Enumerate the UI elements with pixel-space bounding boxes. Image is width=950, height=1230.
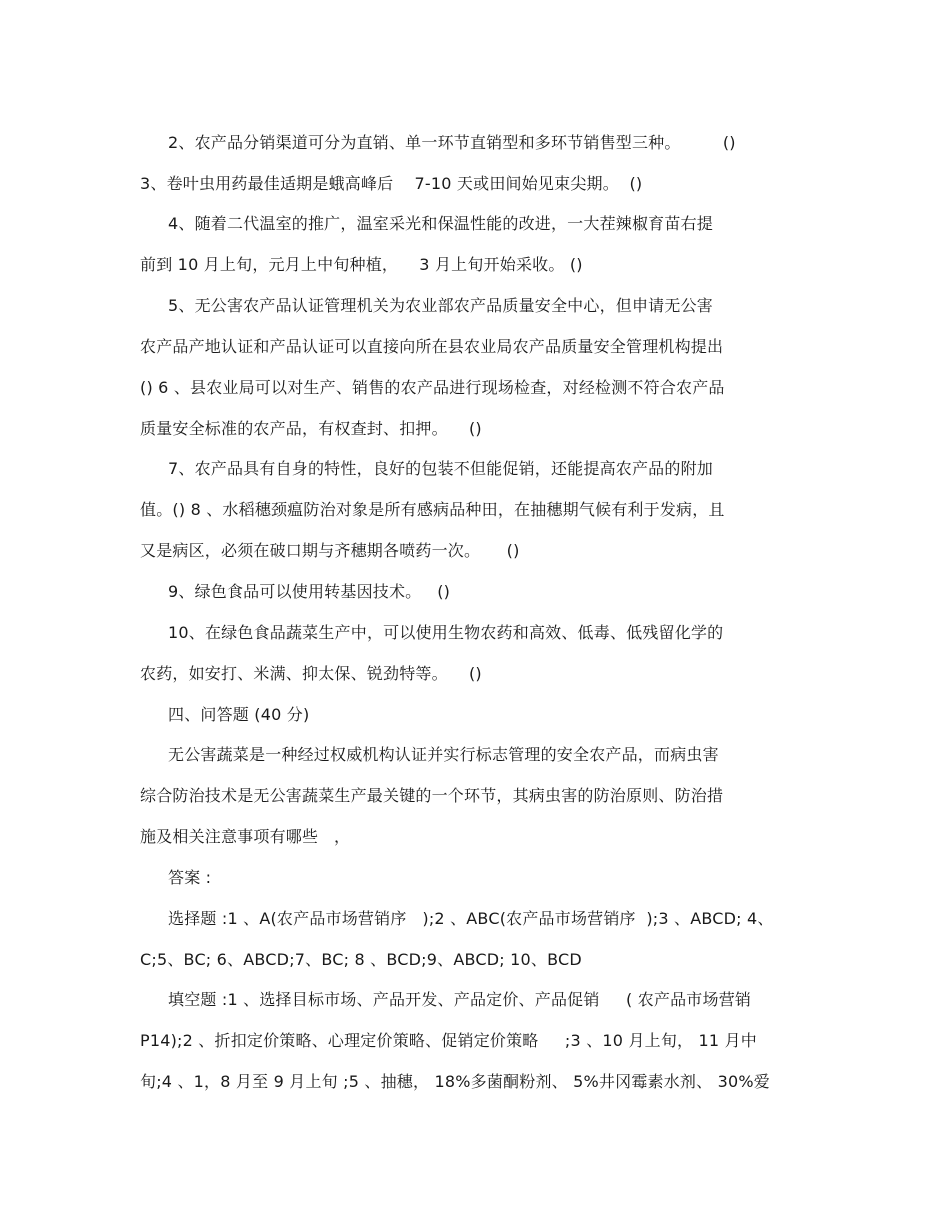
question-8-line-2: 又是病区，必须在破口期与齐穗期各喷药一次。 () [140,541,520,560]
question-4-line-2: 前到 10 月上旬，元月上中旬种植， 3 月上旬开始采收。 () [140,255,583,274]
question-4-line-1: 4、随着二代温室的推广，温室采光和保温性能的改进，一大茬辣椒育苗右提 [168,214,713,233]
fill-answers-line-1: 填空题 :1 、选择目标市场、产品开发、产品定价、产品促销 ( 农产品市场营销 [168,990,752,1009]
choice-answers-line-2: C;5、BC; 6、ABCD;7、BC; 8 、BCD;9、ABCD; 10、BCD [140,950,582,969]
question-9-line: 9、绿色食品可以使用转基因技术。 () [168,582,451,601]
question-10-line-2: 农药，如安打、米满、抑太保、锐劲特等。 () [140,664,482,683]
fill-answers-line-2: P14);2 、折扣定价策略、心理定价策略、促销定价策略 ;3 、10 月上旬， 11 月中 [140,1031,757,1050]
question-8-line-1: 值。() 8 、水稻穗颈瘟防治对象是所有感病品种田，在抽穗期气候有利于发病，且 [140,500,725,519]
question-5-line-2: 农产品产地认证和产品认证可以直接向所在县农业局农产品质量安全管理机构提出 [140,337,724,356]
answer-heading: 答案 : [168,868,212,887]
essay-line-1: 无公害蔬菜是一种经过权威机构认证并实行标志管理的安全农产品，而病虫害 [168,745,719,764]
question-6-line-1: () 6 、县农业局可以对生产、销售的农产品进行现场检查，对经检测不符合农产品 [140,378,725,397]
question-6-line-2: 质量安全标准的农产品，有权查封、扣押。 () [140,419,482,438]
question-2-line: 2、农产品分销渠道可分为直销、单一环节直销型和多环节销售型三种。 () [168,133,736,152]
question-3-line: 3、卷叶虫用药最佳适期是蛾高峰后 7-10 天或田间始见束尖期。 () [140,174,643,193]
question-7-line-1: 7、农产品具有自身的特性，良好的包装不但能促销，还能提高农产品的附加 [168,459,713,478]
question-5-line-1: 5、无公害农产品认证管理机关为农业部农产品质量安全中心，但申请无公害 [168,296,713,315]
choice-answers-line-1: 选择题 :1 、A(农产品市场营销序 );2 、ABC(农产品市场营销序 );3 、ABCD; 4、 [168,909,774,928]
fill-answers-line-3: 旬;4 、1，8 月至 9 月上旬 ;5 、抽穗， 18%多菌酮粉剂、 5%井冈霉素水剂、 30%爱 [140,1072,770,1091]
essay-line-2: 综合防治技术是无公害蔬菜生产最关键的一个环节，其病虫害的防治原则、防治措 [140,786,724,805]
question-10-line-1: 10、在绿色食品蔬菜生产中，可以使用生物农药和高效、低毒、低残留化学的 [168,623,724,642]
section-heading: 四、问答题 (40 分) [168,705,310,724]
essay-line-3: 施及相关注意事项有哪些 ， [140,827,351,846]
